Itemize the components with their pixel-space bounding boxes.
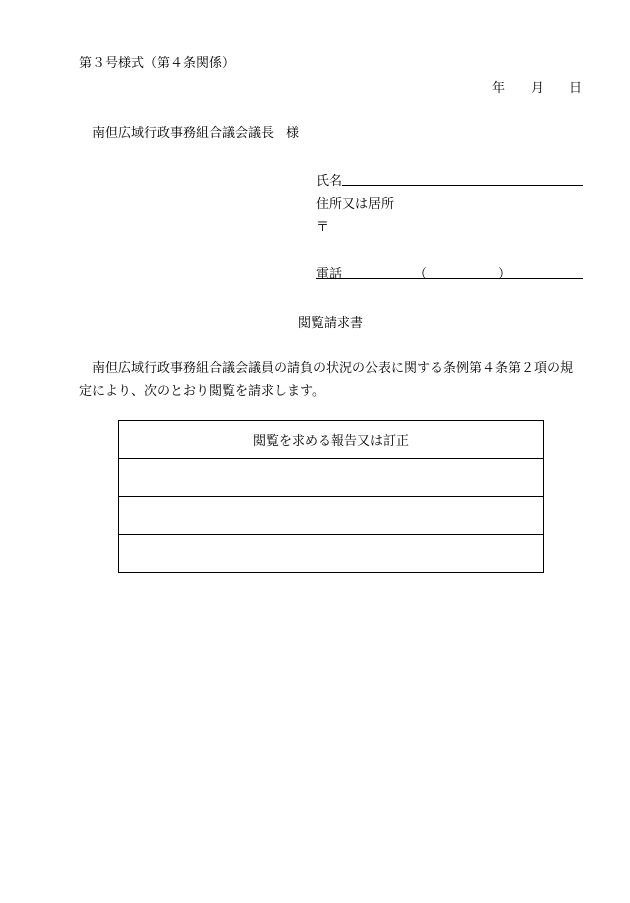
addressee-honorific: 様 [286,126,300,141]
name-label: 氏名 [316,174,343,189]
addressee-name: 南但広域行政事務組合議会議長 [92,126,275,141]
addressee [92,122,299,141]
date-day-label: 日 [569,81,583,96]
date-month-label: 月 [531,81,545,96]
date-year-label: 年 [492,81,506,96]
document-title: 閲覧請求書 [298,316,364,331]
postal-mark: 〒 [316,220,330,235]
table-header: 閲覧を求める報告又は訂正 [119,421,544,459]
form-number: 第３号様式（第４条関係） [79,56,236,71]
table-cell[interactable] [119,459,544,497]
table-row [119,535,544,573]
table-header-row [119,421,544,459]
request-body-text: 南但広域行政事務組合議会議員の請負の状況の公表に関する条例第４条第２項の規定により、次のとおり閲覧を請求します。 [79,361,574,399]
table-row [119,497,544,535]
date-line [492,77,582,96]
table-cell[interactable] [119,535,544,573]
phone-paren-close: ） [498,267,512,282]
table-row [119,459,544,497]
phone-label: 電話 [316,267,343,282]
address-label: 住所又は居所 [316,197,395,212]
phone-paren-open: （ [414,267,428,282]
table-cell[interactable] [119,497,544,535]
phone-field[interactable] [316,278,583,279]
name-field[interactable] [342,185,583,186]
request-table [118,420,544,573]
